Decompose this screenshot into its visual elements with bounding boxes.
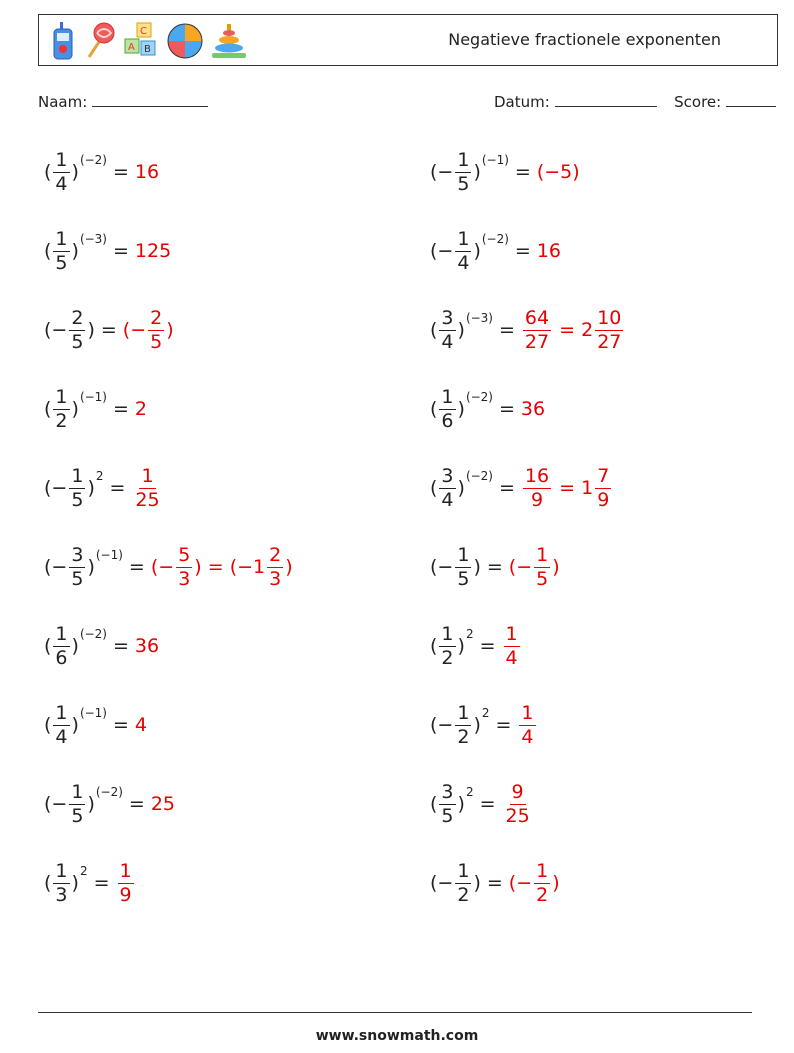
fraction-numerator: 1 xyxy=(457,859,470,882)
fraction-numerator: 1 xyxy=(71,464,84,487)
fraction xyxy=(455,227,471,274)
fraction-denominator: 4 xyxy=(55,725,68,748)
open-paren: ( xyxy=(44,714,52,736)
problem-item xyxy=(430,381,545,437)
fraction-denominator: 5 xyxy=(71,567,84,590)
problem-item xyxy=(430,697,538,753)
answer-text: ) xyxy=(285,556,293,578)
answer-text: = 2 xyxy=(553,319,594,341)
fraction-denominator: 5 xyxy=(441,804,454,827)
fraction-numerator: 1 xyxy=(119,859,132,882)
fraction-numerator: 3 xyxy=(441,306,454,329)
answer-text: 36 xyxy=(134,635,160,657)
fraction-denominator: 2 xyxy=(441,646,454,669)
svg-text:A: A xyxy=(128,42,135,53)
fraction xyxy=(176,543,192,590)
fraction xyxy=(519,701,535,748)
problem-item xyxy=(430,539,560,595)
fraction-numerator: 1 xyxy=(55,859,68,882)
fraction-numerator: 2 xyxy=(71,306,84,329)
answer-text: (− xyxy=(508,872,533,894)
date-score-fields xyxy=(494,92,776,111)
fraction-numerator: 3 xyxy=(441,464,454,487)
fraction xyxy=(595,464,611,511)
answer-text: 25 xyxy=(150,793,176,815)
exponent: 2 xyxy=(465,627,474,641)
fraction xyxy=(439,306,455,353)
date-label: Datum: xyxy=(494,93,550,111)
fraction-numerator: 3 xyxy=(71,543,84,566)
equals-sign: = xyxy=(113,161,129,183)
problem-item xyxy=(430,460,613,516)
fraction-numerator: 1 xyxy=(457,543,470,566)
problem-item xyxy=(430,223,561,279)
fraction-denominator: 2 xyxy=(536,883,549,906)
problem-item xyxy=(44,618,159,674)
fraction-denominator: 5 xyxy=(536,567,549,590)
equals-sign: = xyxy=(495,714,512,736)
answer-text: 125 xyxy=(134,240,172,262)
open-paren: (− xyxy=(44,793,68,815)
close-paren: ) xyxy=(71,635,79,657)
exponent: (−1) xyxy=(481,153,509,167)
answer xyxy=(537,240,561,262)
fraction-denominator: 4 xyxy=(521,725,534,748)
problem-item xyxy=(44,539,293,595)
fraction-denominator: 27 xyxy=(524,330,550,353)
fraction xyxy=(504,622,520,669)
fraction xyxy=(504,780,532,827)
fraction-denominator: 4 xyxy=(505,646,518,669)
equals-sign: = xyxy=(514,240,531,262)
fraction xyxy=(523,306,551,353)
fraction-numerator: 1 xyxy=(55,622,68,645)
header-box xyxy=(38,14,778,66)
fraction-denominator: 9 xyxy=(597,488,610,511)
answer xyxy=(508,543,560,590)
close-paren: ) xyxy=(87,556,95,578)
fraction xyxy=(53,385,69,432)
answer xyxy=(537,161,580,183)
fraction-numerator: 2 xyxy=(150,306,163,329)
fraction xyxy=(455,701,471,748)
open-paren: ( xyxy=(44,635,52,657)
close-paren: ) xyxy=(473,714,481,736)
fraction xyxy=(69,780,85,827)
fraction xyxy=(534,859,550,906)
open-paren: ( xyxy=(44,872,52,894)
open-paren: (− xyxy=(430,714,454,736)
exponent: (−2) xyxy=(79,627,107,641)
open-paren: (− xyxy=(430,161,454,183)
open-paren: (− xyxy=(430,556,454,578)
fraction-numerator: 1 xyxy=(457,148,470,171)
fraction xyxy=(133,464,161,511)
exponent: (−2) xyxy=(79,153,107,167)
fraction xyxy=(267,543,283,590)
answer-text: 36 xyxy=(520,398,546,420)
exponent: 2 xyxy=(465,785,474,799)
fraction xyxy=(439,622,455,669)
fraction-numerator: 1 xyxy=(536,859,549,882)
problem-item xyxy=(44,381,147,437)
problem-item xyxy=(44,144,159,200)
fraction xyxy=(455,859,471,906)
header-icons xyxy=(49,20,249,62)
close-paren: ) xyxy=(87,793,95,815)
problem-item xyxy=(44,855,136,911)
exponent: (−1) xyxy=(79,706,107,720)
fraction-denominator: 3 xyxy=(55,883,68,906)
worksheet-title: Negatieve fractionele exponenten xyxy=(448,30,721,49)
answer-text: (− xyxy=(150,556,175,578)
name-blank xyxy=(92,92,208,107)
fraction-numerator: 2 xyxy=(269,543,282,566)
fraction-numerator: 64 xyxy=(524,306,550,329)
exponent: 2 xyxy=(79,864,88,878)
fraction xyxy=(69,543,85,590)
equals-sign: = xyxy=(128,556,145,578)
answer xyxy=(521,464,613,511)
fraction-numerator: 1 xyxy=(55,227,68,250)
fraction-numerator: 1 xyxy=(71,780,84,803)
equals-sign: = xyxy=(486,872,503,894)
walkie-talkie-icon xyxy=(49,21,77,61)
exponent: 2 xyxy=(95,469,104,483)
fraction-denominator: 5 xyxy=(71,488,84,511)
fraction-numerator: 1 xyxy=(536,543,549,566)
answer-text: (− xyxy=(122,319,147,341)
close-paren: ) xyxy=(457,635,465,657)
fraction-numerator: 16 xyxy=(524,464,550,487)
close-paren: ) xyxy=(457,477,465,499)
problem-item xyxy=(430,855,560,911)
fraction-denominator: 5 xyxy=(71,330,84,353)
fraction xyxy=(148,306,164,353)
close-paren: ) xyxy=(473,161,481,183)
footer-url: www.snowmath.com xyxy=(315,1028,479,1044)
equals-sign: = xyxy=(113,240,129,262)
answer-text: 2 xyxy=(134,398,148,420)
fraction-denominator: 5 xyxy=(55,251,68,274)
fraction-denominator: 27 xyxy=(597,330,622,353)
answer xyxy=(135,240,171,262)
fraction xyxy=(595,306,623,353)
equals-sign: = xyxy=(109,477,126,499)
close-paren: ) xyxy=(71,872,79,894)
problem-item xyxy=(430,776,534,832)
equals-sign: = xyxy=(113,398,129,420)
exponent: (−2) xyxy=(481,232,509,246)
fraction-numerator: 1 xyxy=(55,148,68,171)
open-paren: ( xyxy=(430,477,438,499)
close-paren: ) xyxy=(87,319,95,341)
exponent: (−2) xyxy=(465,390,493,404)
fraction-denominator: 5 xyxy=(150,330,163,353)
answer-text: ) = (−1 xyxy=(194,556,266,578)
fraction xyxy=(53,859,69,906)
problem-item xyxy=(44,460,164,516)
equals-sign: = xyxy=(100,319,117,341)
equals-sign: = xyxy=(499,398,515,420)
exponent: (−3) xyxy=(79,232,107,246)
fraction-denominator: 3 xyxy=(178,567,191,590)
score-label: Score: xyxy=(674,93,722,111)
problem-item xyxy=(44,302,174,358)
problem-item xyxy=(44,776,175,832)
exponent: (−1) xyxy=(79,390,107,404)
name-label: Naam: xyxy=(38,93,88,111)
svg-text:B: B xyxy=(144,44,151,55)
answer xyxy=(502,622,522,669)
fraction xyxy=(455,543,471,590)
fraction xyxy=(439,464,455,511)
fraction-numerator: 7 xyxy=(597,464,610,487)
fraction-denominator: 5 xyxy=(457,567,470,590)
fraction-denominator: 3 xyxy=(269,567,282,590)
close-paren: ) xyxy=(71,240,79,262)
open-paren: ( xyxy=(430,793,438,815)
answer xyxy=(521,398,545,420)
answer-text: ) xyxy=(552,872,560,894)
fraction xyxy=(69,306,85,353)
open-paren: ( xyxy=(430,398,438,420)
answer xyxy=(151,793,175,815)
open-paren: (− xyxy=(44,319,68,341)
fraction-denominator: 6 xyxy=(441,409,454,432)
equals-sign: = xyxy=(113,635,129,657)
close-paren: ) xyxy=(87,477,95,499)
name-field xyxy=(38,92,208,111)
answer-text: 16 xyxy=(536,240,562,262)
fraction-numerator: 10 xyxy=(597,306,622,329)
close-paren: ) xyxy=(473,556,481,578)
fraction-denominator: 4 xyxy=(441,488,454,511)
equals-sign: = xyxy=(128,793,145,815)
fraction-denominator: 2 xyxy=(55,409,68,432)
fraction xyxy=(534,543,550,590)
problem-item xyxy=(430,144,580,200)
fraction-denominator: 25 xyxy=(505,804,530,827)
fraction-denominator: 25 xyxy=(135,488,160,511)
close-paren: ) xyxy=(457,398,465,420)
fraction xyxy=(523,464,551,511)
open-paren: (− xyxy=(44,556,68,578)
fraction xyxy=(53,227,69,274)
equals-sign: = xyxy=(514,161,531,183)
fraction-denominator: 6 xyxy=(55,646,68,669)
fraction-denominator: 4 xyxy=(441,330,454,353)
exponent: (−1) xyxy=(95,548,123,562)
fraction-numerator: 3 xyxy=(441,780,454,803)
beach-ball-icon xyxy=(165,21,205,61)
equals-sign: = xyxy=(486,556,503,578)
answer xyxy=(502,780,534,827)
open-paren: ( xyxy=(44,398,52,420)
fraction xyxy=(118,859,134,906)
fraction xyxy=(53,148,69,195)
open-paren: (− xyxy=(430,240,454,262)
fraction-numerator: 5 xyxy=(178,543,191,566)
fraction-numerator: 9 xyxy=(511,780,524,803)
problem-item xyxy=(430,618,522,674)
exponent: (−3) xyxy=(465,311,493,325)
fraction-denominator: 4 xyxy=(457,251,470,274)
fraction-denominator: 4 xyxy=(55,172,68,195)
exponent: (−2) xyxy=(465,469,493,483)
close-paren: ) xyxy=(71,161,79,183)
answer xyxy=(135,398,147,420)
problem-item xyxy=(44,223,171,279)
answer-text: ) xyxy=(552,556,560,578)
svg-text:C: C xyxy=(140,26,147,37)
close-paren: ) xyxy=(457,319,465,341)
answer xyxy=(508,859,560,906)
answer-text: 16 xyxy=(134,161,160,183)
answer xyxy=(131,464,163,511)
footer-divider xyxy=(38,1012,752,1013)
fraction xyxy=(53,622,69,669)
close-paren: ) xyxy=(457,793,465,815)
answer-text: (− xyxy=(508,556,533,578)
answer xyxy=(135,714,147,736)
open-paren: ( xyxy=(430,635,438,657)
exponent: (−2) xyxy=(95,785,123,799)
close-paren: ) xyxy=(71,714,79,736)
close-paren: ) xyxy=(71,398,79,420)
close-paren: ) xyxy=(473,240,481,262)
problem-item xyxy=(430,302,625,358)
problem-item xyxy=(44,697,147,753)
answer xyxy=(150,543,293,590)
equals-sign: = xyxy=(479,635,496,657)
fraction xyxy=(53,701,69,748)
fraction-numerator: 1 xyxy=(505,622,518,645)
equals-sign: = xyxy=(499,319,515,341)
answer-text: (−5) xyxy=(536,161,580,183)
fraction xyxy=(439,780,455,827)
abc-blocks-icon xyxy=(121,21,161,61)
open-paren: (− xyxy=(44,477,68,499)
fraction-numerator: 1 xyxy=(457,227,470,250)
answer xyxy=(122,306,174,353)
open-paren: ( xyxy=(430,319,438,341)
fraction xyxy=(455,148,471,195)
date-blank xyxy=(555,92,657,107)
fraction-numerator: 1 xyxy=(457,701,470,724)
open-paren: ( xyxy=(44,240,52,262)
answer xyxy=(116,859,136,906)
answer-text: ) xyxy=(166,319,174,341)
fraction xyxy=(439,385,455,432)
close-paren: ) xyxy=(473,872,481,894)
fraction-denominator: 9 xyxy=(119,883,132,906)
equals-sign: = xyxy=(479,793,496,815)
answer xyxy=(135,635,159,657)
fraction-numerator: 1 xyxy=(55,385,68,408)
fraction-numerator: 1 xyxy=(441,622,454,645)
fraction-denominator: 5 xyxy=(71,804,84,827)
answer xyxy=(517,701,537,748)
answer xyxy=(135,161,159,183)
exponent: 2 xyxy=(481,706,490,720)
fraction-numerator: 1 xyxy=(55,701,68,724)
fraction-numerator: 1 xyxy=(441,385,454,408)
answer xyxy=(521,306,625,353)
fraction-denominator: 2 xyxy=(457,725,470,748)
open-paren: (− xyxy=(430,872,454,894)
equals-sign: = xyxy=(93,872,110,894)
equals-sign: = xyxy=(499,477,515,499)
fraction-numerator: 1 xyxy=(141,464,154,487)
stacking-rings-icon xyxy=(209,21,249,61)
fraction-denominator: 9 xyxy=(530,488,544,511)
fraction-denominator: 5 xyxy=(457,172,470,195)
fraction-numerator: 1 xyxy=(521,701,534,724)
lollipop-icon xyxy=(81,21,117,61)
fraction-denominator: 2 xyxy=(457,883,470,906)
equals-sign: = xyxy=(113,714,129,736)
answer-text: = 1 xyxy=(553,477,594,499)
answer-text: 4 xyxy=(134,714,148,736)
score-blank xyxy=(726,92,776,107)
open-paren: ( xyxy=(44,161,52,183)
fraction xyxy=(69,464,85,511)
